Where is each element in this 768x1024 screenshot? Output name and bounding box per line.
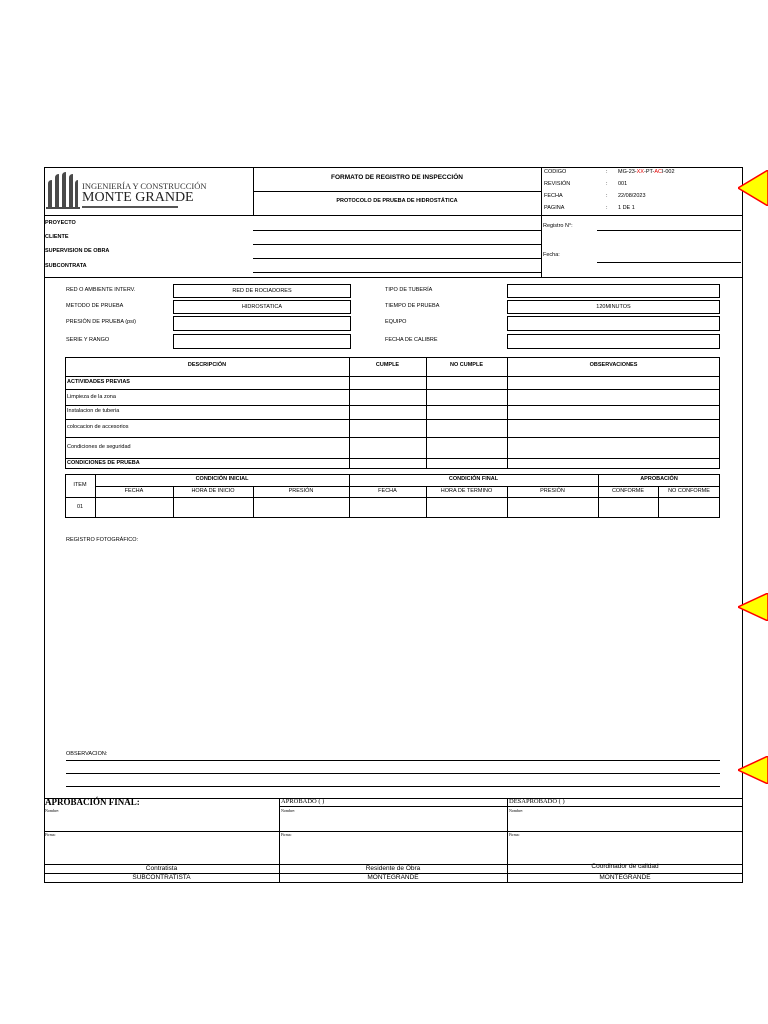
photo-record-label: REGISTRO FOTOGRÁFICO: [66, 537, 139, 543]
checklist-item: Limpieza de la zona [67, 394, 116, 400]
comment-marker-icon[interactable] [738, 170, 768, 206]
checklist-row-rule [65, 458, 720, 459]
approval-aprobado[interactable]: APROBADO ( ) [281, 798, 325, 805]
label-equipo: EQUIPO [385, 319, 407, 325]
conditions-sub-header: FECHA [124, 488, 144, 494]
supervision-field-line[interactable] [253, 258, 541, 259]
tipo-tuberia-field[interactable] [507, 284, 720, 298]
checklist-section-previas: ACTIVIDADES PREVIAS [67, 379, 130, 385]
format-title: FORMATO DE REGISTRO DE INSPECCIÓN [331, 174, 463, 181]
meta-pagina-value: 1 DE 1 [618, 205, 635, 211]
fecha-field-line[interactable] [597, 262, 741, 263]
checklist-header-observaciones: OBSERVACIONES [589, 362, 638, 368]
conditions-header-item: ITEM [73, 482, 87, 488]
conditions-row-rule [65, 497, 720, 498]
company-name-line1: INGENIERÍA Y CONSTRUCCIÓN [82, 181, 207, 191]
registro-field-line[interactable] [597, 230, 741, 231]
label-fecha-project: Fecha: [543, 252, 560, 258]
nombre-label: Nombre: [509, 808, 524, 813]
firma-label: Firma: [281, 832, 292, 837]
label-serie-rango: SERIE Y RANGO [66, 337, 110, 343]
approval-top-rule [44, 798, 743, 799]
conditions-sub-header: CONFORME [611, 488, 645, 494]
project-bottom-rule [44, 277, 743, 278]
meta-revision-value: 001 [618, 181, 628, 187]
conditions-sub-header: FECHA [378, 488, 397, 494]
checklist-item: Instalacion de tuberia [67, 408, 120, 414]
checklist-item: colocacion de accesorios [67, 424, 129, 430]
equipo-field[interactable] [507, 316, 720, 331]
meta-codigo-value: MG-23-XX-PT-ACI-002 [618, 169, 675, 175]
checklist-header-descripcion: DESCRIPCIÓN [187, 362, 227, 368]
checklist-row-rule [65, 376, 720, 377]
nombre-label: Nombre: [281, 808, 296, 813]
checklist-table [65, 357, 720, 469]
firma-label: Firma: [45, 832, 56, 837]
approval-title: APROBACIÓN FINAL: [45, 797, 140, 807]
conditions-sub-header: NO CONFORME [668, 488, 710, 494]
meta-codigo-sep: : [606, 169, 608, 175]
meta-fecha-label: FECHA [544, 193, 563, 199]
checklist-col-1 [349, 357, 350, 469]
metodo-prueba-field[interactable]: HIDROSTATICA [173, 300, 351, 314]
observation-label: OBSERVACION: [66, 751, 108, 757]
conditions-sub-header: PRESIÓN [288, 488, 314, 494]
meta-codigo-label: CODIGO [544, 169, 567, 175]
org-montegrande: MONTEGRANDE [367, 874, 419, 881]
conditions-sub-header: HORA DE TERMINO [440, 488, 493, 494]
label-proyecto: PROYECTO [45, 220, 76, 226]
approval-rule [279, 806, 743, 807]
approval-rule [44, 831, 743, 832]
org-montegrande: MONTEGRANDE [599, 874, 651, 881]
observation-line[interactable] [66, 786, 720, 787]
meta-fecha-sep: : [606, 193, 608, 199]
checklist-row-rule [65, 389, 720, 390]
observation-line[interactable] [66, 773, 720, 774]
label-registro: Registro N°: [543, 223, 573, 229]
meta-revision-sep: : [606, 181, 608, 187]
conditions-header-aprobacion: APROBACIÓN [640, 476, 678, 482]
label-red-ambiente: RED O AMBIENTE INTERV. [66, 287, 136, 293]
checklist-row-rule [65, 437, 720, 438]
checklist-item: Condiciones de seguridad [67, 444, 131, 450]
checklist-col-2 [426, 357, 427, 469]
conditions-sub-header: PRESIÓN [540, 488, 565, 494]
comment-marker-icon[interactable] [738, 593, 768, 621]
cliente-field-line[interactable] [253, 244, 541, 245]
label-metodo-prueba: METODO DE PRUEBA [66, 303, 124, 309]
presion-prueba-field[interactable] [173, 316, 351, 331]
red-ambiente-field[interactable]: RED DE ROCIADORES [173, 284, 351, 298]
label-cliente: CLIENTE [45, 234, 69, 240]
meta-revision-label: REVISIÓN [544, 181, 571, 187]
role-coordinador: Coordinador de calidad [591, 863, 659, 870]
checklist-col-3 [507, 357, 508, 469]
role-residente: Residente de Obra [365, 865, 421, 872]
label-tiempo-prueba: TIEMPO DE PRUEBA [385, 303, 440, 309]
role-contratista: Contratista [145, 865, 178, 872]
project-divider [541, 215, 542, 277]
conditions-row-rule [95, 486, 720, 487]
firma-label: Firma: [509, 832, 520, 837]
meta-pagina-sep: : [606, 205, 608, 211]
checklist-section-condiciones: CONDICIONES DE PRUEBA [67, 460, 140, 466]
nombre-label: Nombre: [45, 808, 60, 813]
fecha-calibre-field[interactable] [507, 334, 720, 349]
conditions-row-item: 01 [76, 504, 84, 510]
checklist-row-rule [65, 405, 720, 406]
label-fecha-calibre: FECHA DE CALIBRE [385, 337, 438, 343]
company-name-line2: MONTE GRANDE [82, 190, 194, 205]
subcontrata-field-line[interactable] [253, 272, 541, 273]
approval-desaprobado[interactable]: DESAPROBADO ( ) [509, 798, 565, 805]
meta-fecha-value: 22/08/2023 [618, 193, 646, 199]
proyecto-field-line[interactable] [253, 230, 541, 231]
org-subcontratista: SUBCONTRATISTA [132, 874, 191, 881]
header-bottom-rule [44, 215, 743, 216]
label-subcontrata: SUBCONTRATA [45, 263, 87, 269]
building-logo-icon [46, 172, 80, 210]
header-mid-rule [253, 191, 541, 192]
observation-line[interactable] [66, 760, 720, 761]
label-tipo-tuberia: TIPO DE TUBERÍA [385, 287, 433, 293]
protocol-title: PROTOCOLO DE PRUEBA DE HIDROSTÁTICA [336, 198, 458, 204]
meta-block [541, 167, 743, 215]
meta-pagina-label: PAGINA [544, 205, 565, 211]
company-logo [46, 171, 251, 211]
document-outer-frame [44, 167, 743, 883]
comment-marker-icon[interactable] [738, 756, 768, 784]
checklist-header-cumple: CUMPLE [375, 362, 400, 368]
conditions-sub-header: HORA DE INICIO [191, 488, 235, 494]
checklist-header-no-cumple: NO CUMPLE [450, 362, 483, 368]
logo-underline [82, 206, 178, 208]
label-supervision: SUPERVISION DE OBRA [45, 248, 110, 254]
label-presion-prueba: PRESIÓN DE PRUEBA (psi) [66, 319, 136, 325]
serie-rango-field[interactable] [173, 334, 351, 349]
conditions-header-final: CONDICIÓN FINAL [448, 476, 499, 482]
checklist-row-rule [65, 419, 720, 420]
tiempo-prueba-field[interactable]: 120MINUTOS [507, 300, 720, 314]
conditions-header-inicial: CONDICIÓN INICIAL [195, 476, 249, 482]
